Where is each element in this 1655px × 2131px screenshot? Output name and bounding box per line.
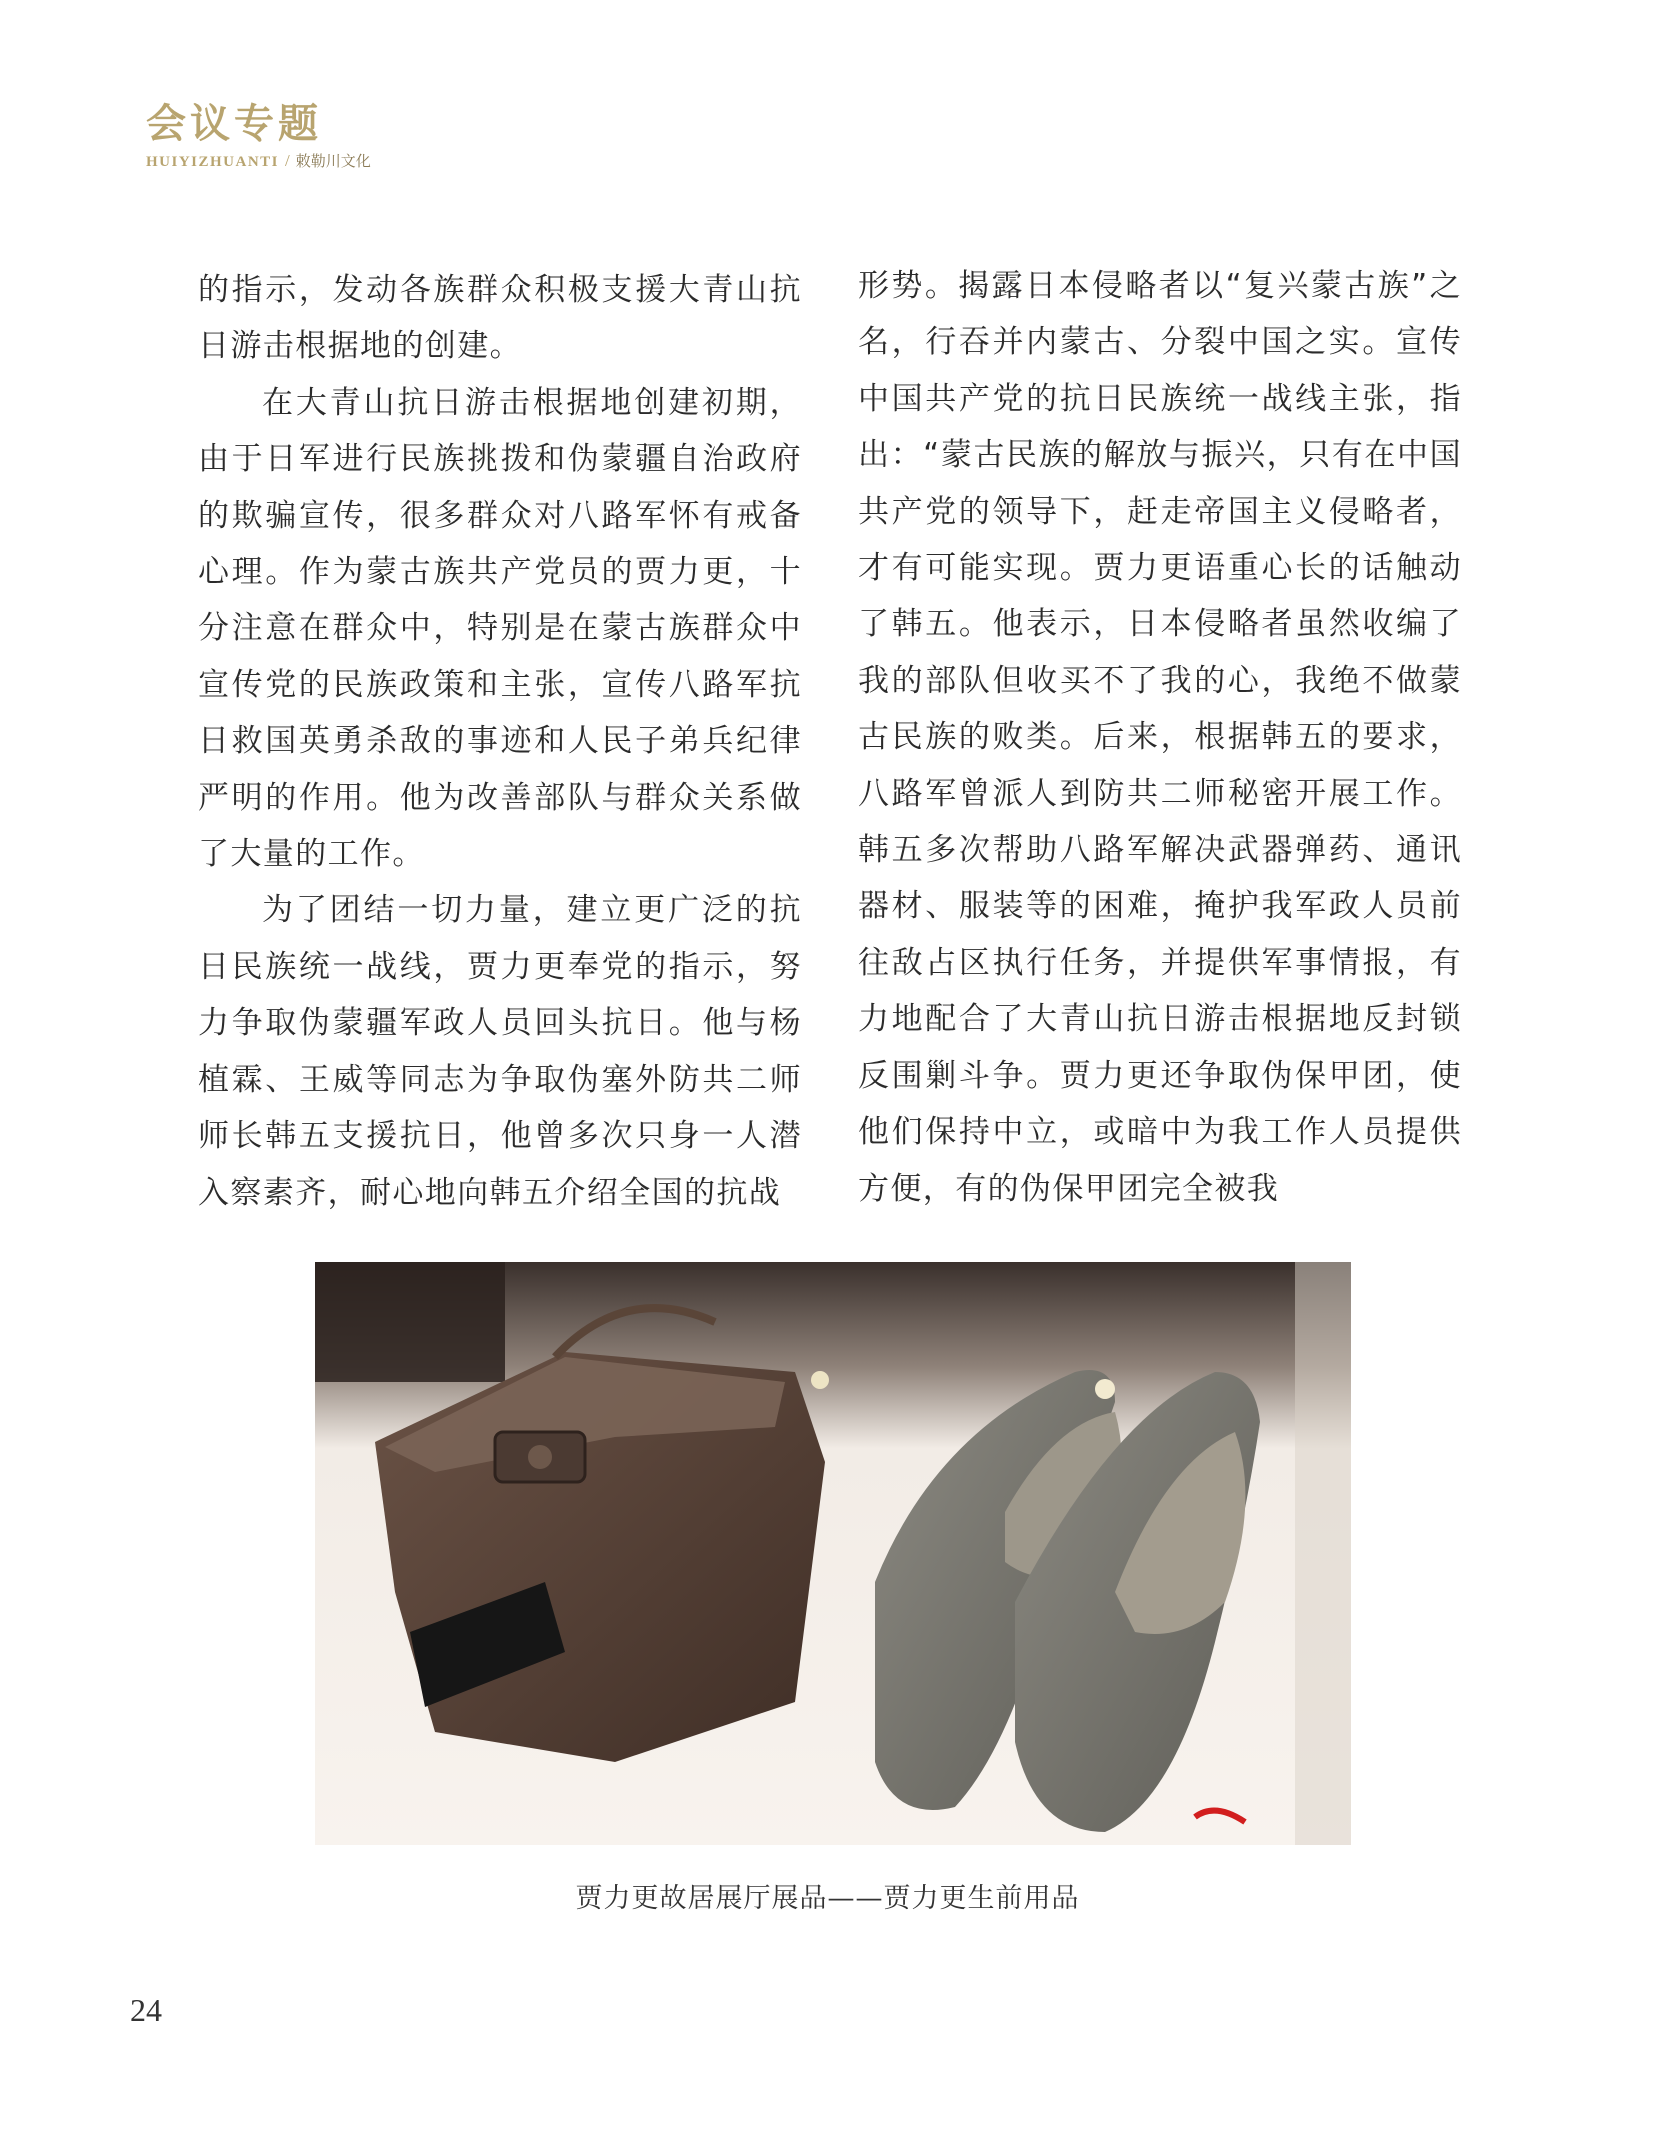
paragraph: 在大青山抗日游击根据地创建初期，由于日军进行民族挑拨和伪蒙疆自治政府的欺骗宣传，很多群众对八路军怀有戒备心理。作为蒙古族共产党员的贾力更，十分注意在群众中，特别是在蒙古族群众中宣传党的民族政策和主张，宣传八路军抗日救国英勇杀敌的事迹和人民子弟兵纪律严明的作用。他为改善部队与群众关系做了大量的工作。 [198,384,802,873]
header-separator: / [285,151,290,170]
exhibit-photo [315,1262,1351,1845]
figure-caption: 贾力更故居展厅展品——贾力更生前用品 [575,1883,1080,1914]
section-title: 会议专题 [146,100,322,147]
page-number: 24 [130,1992,162,2028]
paragraph: 的指示，发动各族群众积极支援大青山抗日游击根据地的创建。 [198,272,802,365]
magazine-name: 敕勒川文化 [295,152,371,170]
article-right-column [858,258,1462,1217]
section-title-pinyin: HUIYIZHUANTI [146,154,280,170]
paragraph: 形势。揭露日本侵略者以“复兴蒙古族”之名，行吞并内蒙古、分裂中国之实。宣传中国共产党的抗日民族统一战线主张，指出：“蒙古民族的解放与振兴，只有在中国共产党的领导下，赶走帝国主义侵略者，才有可能实现。贾力更语重心长的话触动了韩五。他表示，日本侵略者虽然收编了我的部队但收买不了我的心，我绝不做蒙古民族的败类。后来，根据韩五的要求，八路军曾派人到防共二师秘密开展工作。韩五多次帮助八路军解决武器弹药、通讯器材、服装等的困难，掩护我军政人员前往敌占区执行任务，并提供军事情报，有力地配合了大青山抗日游击根据地反封锁反围剿斗争。贾力更还争取伪保甲团，使他们保持中立，或暗中为我工作人员提供方便，有的伪保甲团完全被我 [858,268,1462,1207]
header-subline [146,150,371,171]
exhibit-photo-illustration [315,1262,1351,1845]
paragraph: 为了团结一切力量，建立更广泛的抗日民族统一战线，贾力更奉党的指示，努力争取伪蒙疆军政人员回头抗日。他与杨植霖、王威等同志为争取伪塞外防共二师师长韩五支援抗日，他曾多次只身一人潜入察素齐，耐心地向韩五介绍全国的抗战 [198,892,802,1211]
article-left-column [198,262,802,1221]
magazine-header [146,100,371,171]
